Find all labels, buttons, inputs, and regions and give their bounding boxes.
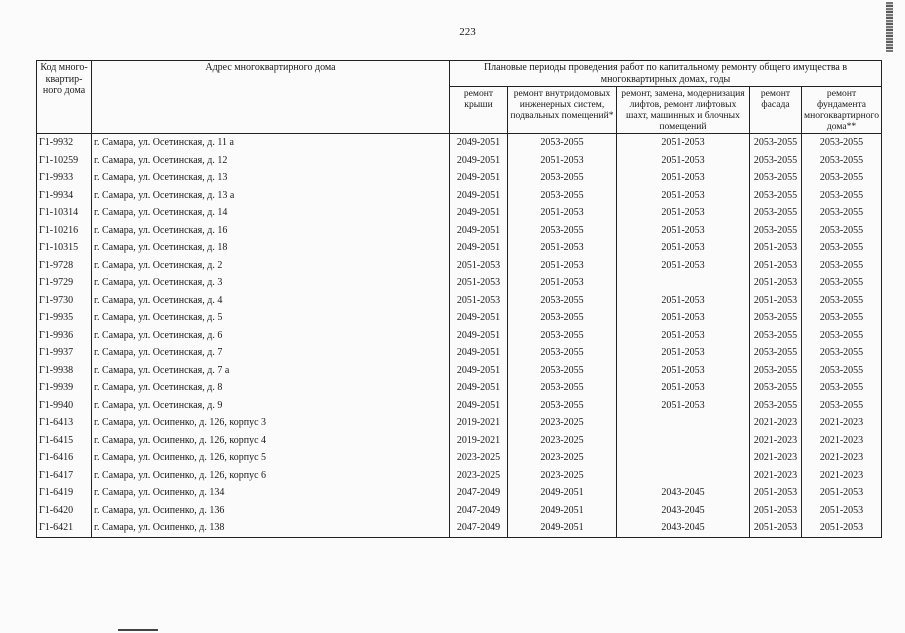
cell-facade: 2051-2053: [750, 292, 802, 310]
cell-engineering: 2051-2053: [508, 204, 617, 222]
cell-code: Г1-6416: [37, 449, 92, 467]
header-periods-group: Плановые периоды проведения работ по капитальному ремонту общего имущества в многоквартирных домах, годы: [450, 61, 882, 87]
cell-code: Г1-10314: [37, 204, 92, 222]
cell-facade: 2053-2055: [750, 204, 802, 222]
cell-lifts: [617, 449, 750, 467]
cell-lifts: 2051-2053: [617, 327, 750, 345]
cell-facade: 2051-2053: [750, 519, 802, 537]
cell-engineering: 2053-2055: [508, 362, 617, 380]
cell-roof: 2049-2051: [450, 152, 508, 170]
cell-facade: 2053-2055: [750, 134, 802, 152]
cell-roof: 2049-2051: [450, 397, 508, 415]
cell-roof: 2049-2051: [450, 169, 508, 187]
header-code: Код много-квартир-ного дома: [37, 61, 92, 134]
cell-foundation: 2053-2055: [802, 327, 882, 345]
cell-address: г. Самара, ул. Осипенко, д. 126, корпус 4: [92, 432, 450, 450]
cell-code: Г1-10315: [37, 239, 92, 257]
cell-foundation: 2053-2055: [802, 169, 882, 187]
table-row: [37, 502, 882, 520]
cell-engineering: 2053-2055: [508, 309, 617, 327]
cell-lifts: 2051-2053: [617, 344, 750, 362]
table-row: [37, 449, 882, 467]
cell-roof: 2049-2051: [450, 134, 508, 152]
cell-address: г. Самара, ул. Осетинская, д. 18: [92, 239, 450, 257]
cell-address: г. Самара, ул. Осетинская, д. 7 а: [92, 362, 450, 380]
table-row: [37, 187, 882, 205]
cell-facade: 2021-2023: [750, 414, 802, 432]
table-row: [37, 152, 882, 170]
cell-engineering: 2049-2051: [508, 519, 617, 537]
cell-foundation: 2053-2055: [802, 379, 882, 397]
cell-engineering: 2023-2025: [508, 467, 617, 485]
cell-foundation: 2021-2023: [802, 432, 882, 450]
cell-address: г. Самара, ул. Осипенко, д. 136: [92, 502, 450, 520]
cell-address: г. Самара, ул. Осетинская, д. 11 а: [92, 134, 450, 152]
cell-address: г. Самара, ул. Осетинская, д. 16: [92, 222, 450, 240]
cell-code: Г1-9935: [37, 309, 92, 327]
table-row: [37, 362, 882, 380]
cell-code: Г1-9940: [37, 397, 92, 415]
cell-address: г. Самара, ул. Осипенко, д. 126, корпус 6: [92, 467, 450, 485]
cell-engineering: 2053-2055: [508, 292, 617, 310]
cell-facade: 2053-2055: [750, 344, 802, 362]
cell-code: Г1-6417: [37, 467, 92, 485]
header-roof: ремонт крыши: [450, 87, 508, 134]
cell-roof: 2019-2021: [450, 414, 508, 432]
cell-roof: 2049-2051: [450, 379, 508, 397]
cell-foundation: 2021-2023: [802, 449, 882, 467]
cell-code: Г1-9933: [37, 169, 92, 187]
cell-roof: 2049-2051: [450, 187, 508, 205]
table-body: [37, 134, 882, 538]
cell-lifts: 2043-2045: [617, 484, 750, 502]
table-row: [37, 309, 882, 327]
cell-facade: 2053-2055: [750, 152, 802, 170]
cell-code: Г1-9728: [37, 257, 92, 275]
cell-code: Г1-6415: [37, 432, 92, 450]
cell-foundation: 2053-2055: [802, 309, 882, 327]
cell-lifts: 2051-2053: [617, 397, 750, 415]
cell-engineering: 2053-2055: [508, 397, 617, 415]
cell-foundation: 2053-2055: [802, 292, 882, 310]
cell-lifts: 2051-2053: [617, 239, 750, 257]
table-row: [37, 134, 882, 152]
cell-foundation: 2053-2055: [802, 187, 882, 205]
cell-lifts: [617, 274, 750, 292]
cell-address: г. Самара, ул. Осетинская, д. 13: [92, 169, 450, 187]
cell-address: г. Самара, ул. Осетинская, д. 12: [92, 152, 450, 170]
cell-foundation: 2053-2055: [802, 397, 882, 415]
cell-address: г. Самара, ул. Осетинская, д. 8: [92, 379, 450, 397]
cell-engineering: 2051-2053: [508, 274, 617, 292]
cell-engineering: 2049-2051: [508, 484, 617, 502]
cell-code: Г1-9939: [37, 379, 92, 397]
cell-roof: 2023-2025: [450, 467, 508, 485]
table-row: [37, 222, 882, 240]
cell-facade: 2053-2055: [750, 327, 802, 345]
cell-code: Г1-9936: [37, 327, 92, 345]
cell-engineering: 2053-2055: [508, 169, 617, 187]
cell-foundation: 2051-2053: [802, 484, 882, 502]
cell-address: г. Самара, ул. Осетинская, д. 14: [92, 204, 450, 222]
cell-facade: 2051-2053: [750, 502, 802, 520]
cell-facade: 2053-2055: [750, 187, 802, 205]
table-row: [37, 239, 882, 257]
table-row: [37, 397, 882, 415]
cell-facade: 2053-2055: [750, 222, 802, 240]
cell-foundation: 2053-2055: [802, 239, 882, 257]
cell-lifts: 2051-2053: [617, 292, 750, 310]
cell-engineering: 2053-2055: [508, 222, 617, 240]
cell-engineering: 2049-2051: [508, 502, 617, 520]
cell-foundation: 2053-2055: [802, 204, 882, 222]
cell-facade: 2051-2053: [750, 484, 802, 502]
cell-lifts: [617, 467, 750, 485]
table-row: [37, 432, 882, 450]
cell-code: Г1-9932: [37, 134, 92, 152]
cell-facade: 2021-2023: [750, 432, 802, 450]
cell-address: г. Самара, ул. Осетинская, д. 4: [92, 292, 450, 310]
page-number: 223: [459, 26, 476, 38]
cell-facade: 2053-2055: [750, 397, 802, 415]
cell-address: г. Самара, ул. Осетинская, д. 13 а: [92, 187, 450, 205]
table-row: [37, 414, 882, 432]
cell-foundation: 2053-2055: [802, 274, 882, 292]
cell-address: г. Самара, ул. Осетинская, д. 5: [92, 309, 450, 327]
cell-roof: 2051-2053: [450, 257, 508, 275]
header-address: Адрес многоквартирного дома: [92, 61, 450, 134]
scan-artifact-line: [118, 629, 158, 631]
cell-engineering: 2023-2025: [508, 414, 617, 432]
cell-foundation: 2053-2055: [802, 134, 882, 152]
cell-roof: 2049-2051: [450, 239, 508, 257]
cell-address: г. Самара, ул. Осетинская, д. 6: [92, 327, 450, 345]
cell-address: г. Самара, ул. Осетинская, д. 3: [92, 274, 450, 292]
cell-lifts: [617, 414, 750, 432]
cell-lifts: 2051-2053: [617, 169, 750, 187]
cell-code: Г1-10216: [37, 222, 92, 240]
cell-foundation: 2053-2055: [802, 344, 882, 362]
cell-engineering: 2051-2053: [508, 152, 617, 170]
cell-lifts: 2043-2045: [617, 519, 750, 537]
cell-address: г. Самара, ул. Осипенко, д. 134: [92, 484, 450, 502]
cell-facade: 2051-2053: [750, 239, 802, 257]
cell-engineering: 2053-2055: [508, 327, 617, 345]
cell-address: г. Самара, ул. Осипенко, д. 138: [92, 519, 450, 537]
cell-lifts: 2051-2053: [617, 152, 750, 170]
cell-code: Г1-9934: [37, 187, 92, 205]
cell-roof: 2047-2049: [450, 519, 508, 537]
table-row: [37, 484, 882, 502]
cell-address: г. Самара, ул. Осетинская, д. 7: [92, 344, 450, 362]
cell-roof: 2049-2051: [450, 327, 508, 345]
cell-facade: 2051-2053: [750, 257, 802, 275]
cell-code: Г1-9729: [37, 274, 92, 292]
cell-foundation: 2021-2023: [802, 467, 882, 485]
cell-engineering: 2053-2055: [508, 187, 617, 205]
table-row: [37, 257, 882, 275]
cell-code: Г1-9938: [37, 362, 92, 380]
table-row: [37, 292, 882, 310]
cell-code: Г1-9730: [37, 292, 92, 310]
cell-roof: 2023-2025: [450, 449, 508, 467]
cell-lifts: 2051-2053: [617, 379, 750, 397]
cell-foundation: 2051-2053: [802, 502, 882, 520]
cell-code: Г1-10259: [37, 152, 92, 170]
repair-schedule-table: [36, 60, 882, 538]
cell-lifts: [617, 432, 750, 450]
cell-engineering: 2053-2055: [508, 344, 617, 362]
header-foundation: ремонт фундамента многоквартирного дома**: [802, 87, 882, 134]
cell-lifts: 2051-2053: [617, 309, 750, 327]
cell-foundation: 2053-2055: [802, 257, 882, 275]
cell-roof: 2049-2051: [450, 309, 508, 327]
table-row: [37, 169, 882, 187]
table-row: [37, 344, 882, 362]
cell-address: г. Самара, ул. Осипенко, д. 126, корпус 5: [92, 449, 450, 467]
table-row: [37, 519, 882, 537]
cell-roof: 2049-2051: [450, 362, 508, 380]
cell-roof: 2049-2051: [450, 204, 508, 222]
cell-code: Г1-6421: [37, 519, 92, 537]
cell-facade: 2021-2023: [750, 449, 802, 467]
cell-lifts: 2051-2053: [617, 222, 750, 240]
table-row: [37, 274, 882, 292]
cell-lifts: 2051-2053: [617, 257, 750, 275]
cell-code: Г1-6420: [37, 502, 92, 520]
cell-roof: 2047-2049: [450, 484, 508, 502]
cell-address: г. Самара, ул. Осетинская, д. 9: [92, 397, 450, 415]
cell-engineering: 2053-2055: [508, 379, 617, 397]
cell-foundation: 2053-2055: [802, 222, 882, 240]
cell-code: Г1-6413: [37, 414, 92, 432]
cell-facade: 2053-2055: [750, 309, 802, 327]
cell-engineering: 2053-2055: [508, 134, 617, 152]
cell-lifts: 2051-2053: [617, 187, 750, 205]
cell-roof: 2019-2021: [450, 432, 508, 450]
cell-roof: 2047-2049: [450, 502, 508, 520]
cell-facade: 2021-2023: [750, 467, 802, 485]
scan-artifact-mark: [886, 2, 893, 52]
table-row: [37, 379, 882, 397]
cell-code: Г1-9937: [37, 344, 92, 362]
cell-roof: 2049-2051: [450, 344, 508, 362]
cell-engineering: 2051-2053: [508, 257, 617, 275]
table-row: [37, 327, 882, 345]
cell-address: г. Самара, ул. Осипенко, д. 126, корпус 3: [92, 414, 450, 432]
cell-facade: 2053-2055: [750, 379, 802, 397]
cell-roof: 2051-2053: [450, 274, 508, 292]
cell-lifts: 2051-2053: [617, 134, 750, 152]
cell-lifts: 2051-2053: [617, 204, 750, 222]
header-facade: ремонт фасада: [750, 87, 802, 134]
cell-foundation: 2053-2055: [802, 362, 882, 380]
cell-foundation: 2053-2055: [802, 152, 882, 170]
cell-facade: 2053-2055: [750, 362, 802, 380]
cell-facade: 2053-2055: [750, 169, 802, 187]
cell-engineering: 2051-2053: [508, 239, 617, 257]
cell-code: Г1-6419: [37, 484, 92, 502]
header-lifts: ремонт, замена, модернизация лифтов, ремонт лифтовых шахт, машинных и блочных помещений: [617, 87, 750, 134]
header-engineering: ремонт внутридомовых инженерных систем, подвальных помещений*: [508, 87, 617, 134]
cell-address: г. Самара, ул. Осетинская, д. 2: [92, 257, 450, 275]
cell-roof: 2049-2051: [450, 222, 508, 240]
cell-facade: 2051-2053: [750, 274, 802, 292]
cell-roof: 2051-2053: [450, 292, 508, 310]
cell-engineering: 2023-2025: [508, 432, 617, 450]
table-row: [37, 467, 882, 485]
table-row: [37, 204, 882, 222]
cell-engineering: 2023-2025: [508, 449, 617, 467]
cell-lifts: 2043-2045: [617, 502, 750, 520]
cell-lifts: 2051-2053: [617, 362, 750, 380]
cell-foundation: 2021-2023: [802, 414, 882, 432]
cell-foundation: 2051-2053: [802, 519, 882, 537]
